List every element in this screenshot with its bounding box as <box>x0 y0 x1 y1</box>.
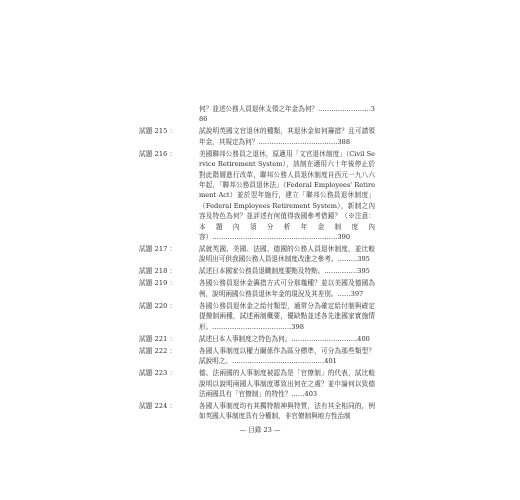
colon-separator: ： <box>169 279 177 288</box>
question-text: 何？並述公務人員退休支領之年金為何？……………………386 <box>199 105 375 124</box>
toc-entry <box>139 346 375 367</box>
colon-separator: ： <box>169 267 177 276</box>
question-number-label: 試題 219 <box>139 279 168 288</box>
colon-separator: ： <box>169 127 177 136</box>
colon-separator: ： <box>169 245 177 254</box>
colon-separator: ： <box>169 369 177 378</box>
question-number <box>139 401 199 411</box>
question-number-label: 試題 221 <box>139 334 168 343</box>
colon-separator: ： <box>169 346 177 355</box>
question-number-label: 試題 215 <box>139 127 168 136</box>
toc-entry <box>139 334 375 344</box>
question-text: 試就英國、美國、法國、德國的公務人員退休制度，並比較說明出可供我國公務人員退休制度改進之參考。………395 <box>199 245 375 264</box>
question-number-label: 試題 224 <box>139 401 168 410</box>
colon-separator: ： <box>169 301 177 310</box>
question-text: 各國公務員退休金籌措方式可分那幾種？並以美國及德國為例，說明兩國公務員退休年金的現況及其差別。……397 <box>199 279 375 298</box>
question-number-label: 試題 218 <box>139 267 168 276</box>
colon-separator: ： <box>169 149 177 158</box>
question-number <box>139 149 199 159</box>
question-number <box>139 278 199 288</box>
question-number <box>139 346 199 356</box>
question-text: 試述日本國家公務員退職制度要點及特點。……………395 <box>199 267 370 276</box>
question-text: 各國人事制度以權力關係作為區分標準，可分為那些類型？試說明之。……………………………………401 <box>199 346 375 366</box>
question-number-label: 試題 217 <box>139 245 168 254</box>
question-text: 各國公務員退休金之給付類型，通常分為確定給付制與確定提撥制兩種，試述兩制概要，優缺點並述各先進國家實施情形。………………………………398 <box>199 301 375 331</box>
question-text: 美國聯邦公務員之退休，原適用「文官退休制度」（Civil Service Retirement System），該制在適用六十年後停止於對此階層進行改革，聯邦公務人員退休制度自西元一九八六年起，「聯邦公務員退休法」（Federal Employees' Retirement Act）並於翌年施行，建立「聯邦公務員退休制度」（Federal Employees Retirement System），新制之內容及特色為何？並評述有何值得我國參考借鏡？（※注意：本題內須分析年金制度內容）…………………………………………………390 <box>199 149 375 242</box>
question-number <box>139 334 199 344</box>
question-text: 試述日本人事制度之特色為何。…………………………400 <box>199 334 370 343</box>
question-number <box>139 368 199 378</box>
question-number-label: 試題 223 <box>139 369 168 378</box>
question-number <box>139 301 199 311</box>
colon-separator: ： <box>169 334 177 343</box>
toc-entry <box>139 368 375 399</box>
question-number <box>139 244 199 254</box>
toc-entry <box>139 244 375 265</box>
toc-entry <box>139 301 375 332</box>
question-number-label: 試題 216 <box>139 149 168 158</box>
page-footer: — 目錄 23 — <box>239 426 281 434</box>
toc-entry <box>139 126 375 147</box>
toc-entry <box>139 278 375 299</box>
colon-separator: ： <box>169 401 177 410</box>
question-text: 各國人事制度均有其獨特精神與特質，法有其全相同的，例如英國人事制度具有分權制，非官僚制與地方性治制 <box>199 401 375 421</box>
question-number <box>139 126 199 136</box>
toc-entry <box>139 149 375 243</box>
question-number-label: 試題 220 <box>139 301 168 310</box>
question-text: 德、法兩國的人事制度被認為是「官僚制」的代表，試比較說明以說明兩國人事制度導致出何在之處？並申論何以致德法兩國具有「官僚制」的特性？……403 <box>199 369 375 398</box>
toc-entry <box>139 104 375 125</box>
toc-entry <box>139 401 375 422</box>
table-of-contents <box>139 104 375 423</box>
question-number <box>139 266 199 276</box>
toc-entry <box>139 266 375 276</box>
question-text: 試說明英國文官退休的種類，其退休金如何籌措？且可請​領年金，其規定為何？………………………………388 <box>199 127 375 146</box>
question-number-label: 試題 222 <box>139 346 168 355</box>
